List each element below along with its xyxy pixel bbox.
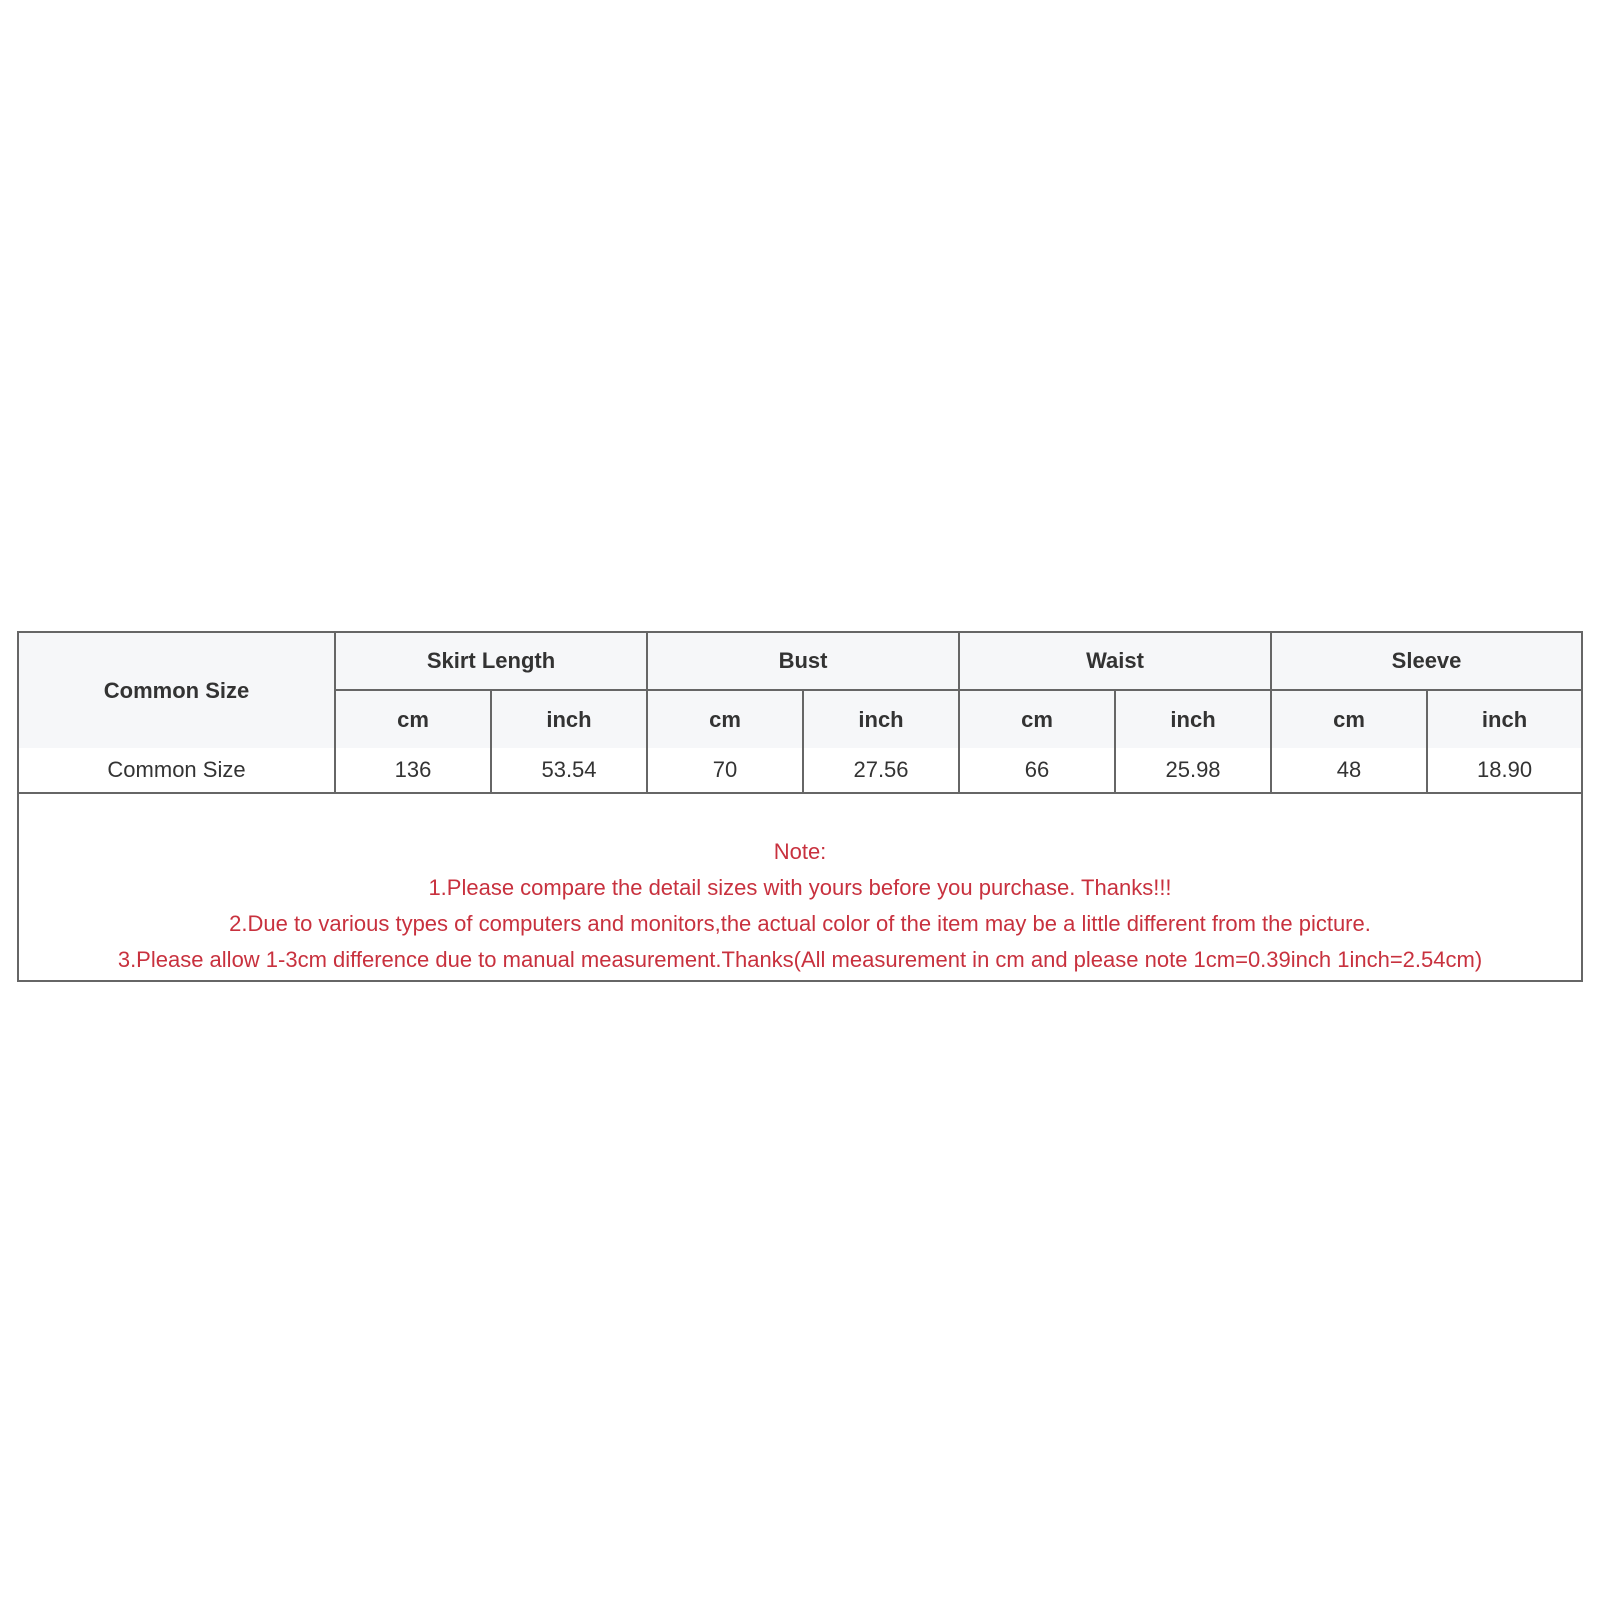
note-line-3: 3.Please allow 1-3cm difference due to manual measurement.Thanks(All measurement in cm and please note 1cm=0.39inch 1inch=2.54cm) bbox=[117, 947, 1483, 972]
waist-inch-cell: 25.98 bbox=[1115, 748, 1271, 792]
note-block bbox=[19, 792, 1581, 980]
header-row-groups bbox=[19, 633, 1581, 690]
unit-header-skirt-length-cm: cm bbox=[335, 690, 491, 748]
sleeve-cm-cell: 48 bbox=[1271, 748, 1427, 792]
group-header-waist: Waist bbox=[959, 633, 1271, 690]
group-header-sleeve: Sleeve bbox=[1271, 633, 1581, 690]
bust-inch-cell: 27.56 bbox=[803, 748, 959, 792]
size-chart bbox=[17, 631, 1583, 982]
group-header-skirt-length: Skirt Length bbox=[335, 633, 647, 690]
size-column-header: Common Size bbox=[19, 633, 335, 748]
unit-header-bust-inch: inch bbox=[803, 690, 959, 748]
skirt-length-cm-cell: 136 bbox=[335, 748, 491, 792]
unit-header-bust-cm: cm bbox=[647, 690, 803, 748]
unit-header-skirt-length-inch: inch bbox=[491, 690, 647, 748]
note-title: Note: bbox=[773, 839, 827, 864]
note-line-1: 1.Please compare the detail sizes with yours before you purchase. Thanks!!! bbox=[428, 875, 1172, 900]
table-row bbox=[19, 748, 1581, 792]
group-header-bust: Bust bbox=[647, 633, 959, 690]
unit-header-sleeve-inch: inch bbox=[1427, 690, 1581, 748]
skirt-length-inch-cell: 53.54 bbox=[491, 748, 647, 792]
unit-header-waist-cm: cm bbox=[959, 690, 1115, 748]
size-cell: Common Size bbox=[19, 748, 335, 792]
waist-cm-cell: 66 bbox=[959, 748, 1115, 792]
size-table bbox=[19, 633, 1581, 792]
sleeve-inch-cell: 18.90 bbox=[1427, 748, 1581, 792]
note-line-2: 2.Due to various types of computers and monitors,the actual color of the item may be a little different from the picture. bbox=[229, 911, 1371, 936]
unit-header-sleeve-cm: cm bbox=[1271, 690, 1427, 748]
bust-cm-cell: 70 bbox=[647, 748, 803, 792]
unit-header-waist-inch: inch bbox=[1115, 690, 1271, 748]
